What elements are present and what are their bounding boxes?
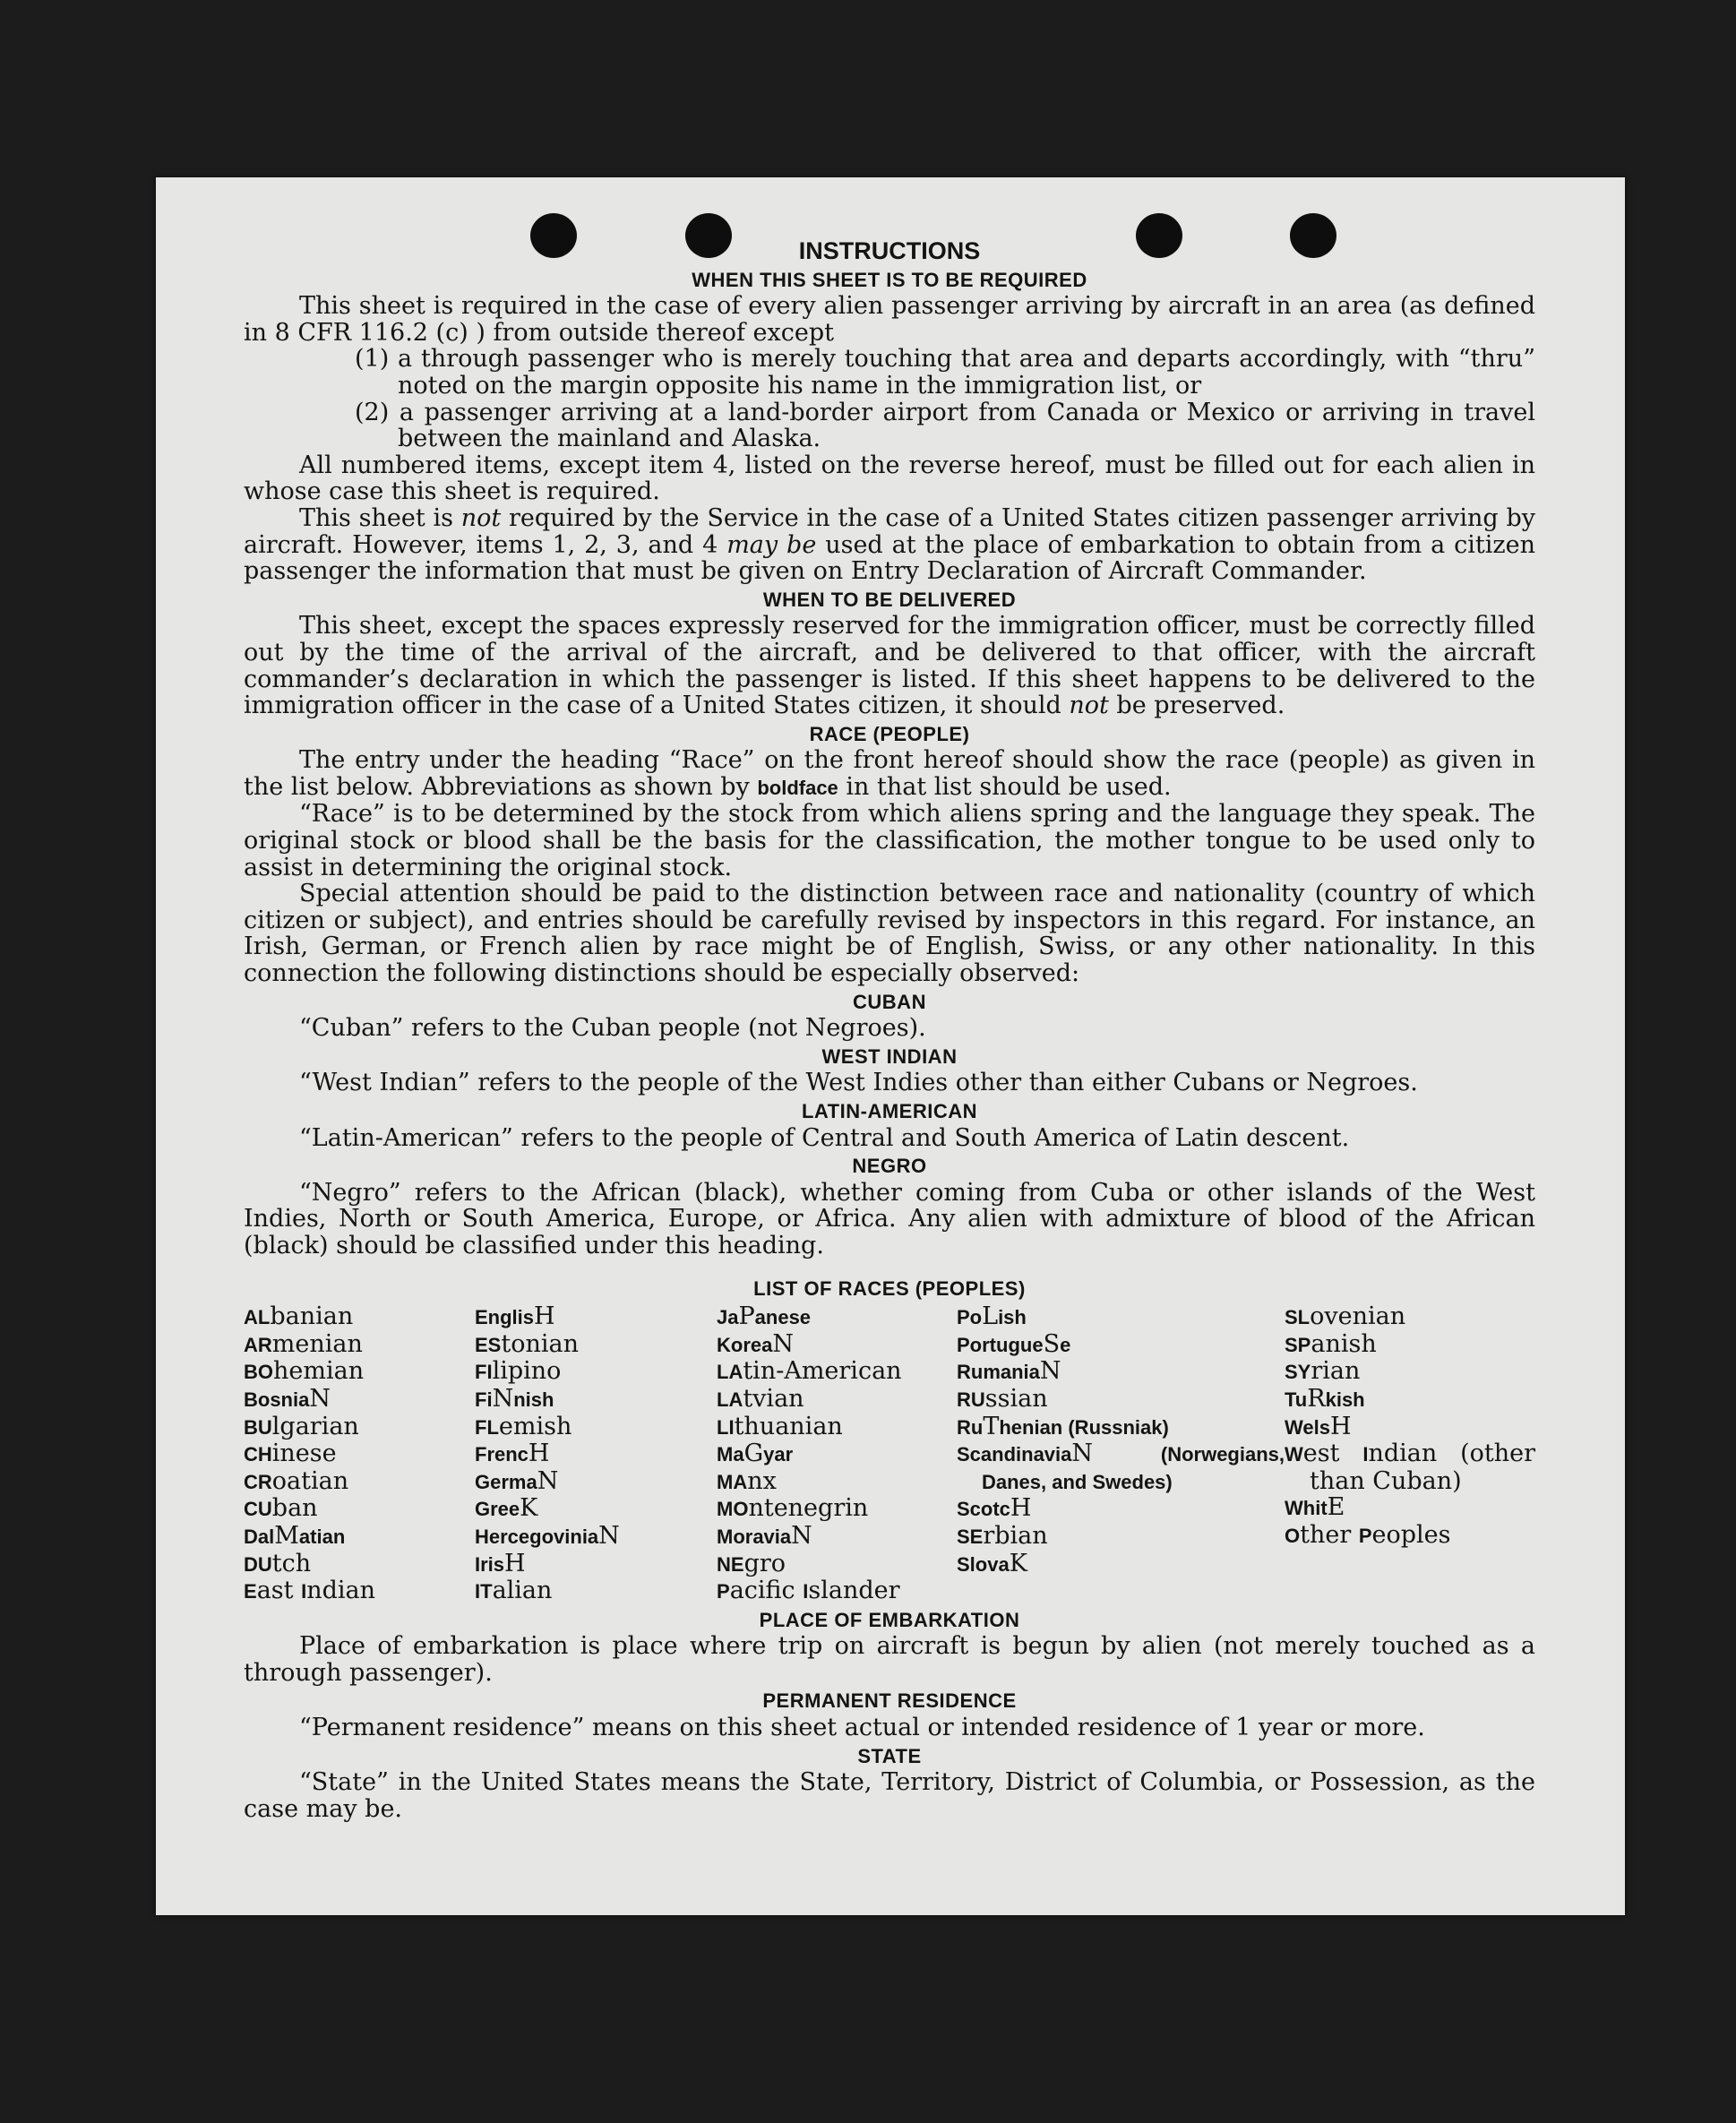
race-entry: MOntenegrin	[717, 1494, 869, 1523]
race-entry: SPanish	[1285, 1329, 1377, 1358]
heading-list-of-races: LIST OF RACES (PEOPLES)	[753, 1276, 1026, 1300]
heading-embarkation: PLACE OF EMBARKATION	[759, 1608, 1020, 1631]
required-paragraph-2: All numbered items, except item 4, listed on the reverse hereof, must be filled out for each alien in whose case this sheet is required.	[244, 451, 1535, 506]
race-entry: NEgro	[717, 1549, 786, 1577]
required-item-2: (2) a passenger arriving at a land-border airport from Canada or Mexico or arriving in travel between the mainland and Alaska.	[355, 398, 1535, 453]
heading-negro: NEGRO	[852, 1155, 927, 1178]
heading-latin-american: LATIN-AMERICAN	[801, 1100, 977, 1122]
required-paragraph-1: This sheet is required in the case of every alien passenger arriving by aircraft in an area (as defined in 8 CFR 116.2 (c) ) from outside thereof except	[244, 292, 1535, 347]
race-entry: CRoatian	[244, 1466, 349, 1495]
cuban-text: “Cuban” refers to the Cuban people (not Negroes).	[299, 1014, 926, 1043]
race-entry: IrisH	[475, 1549, 526, 1577]
document-sheet	[156, 177, 1625, 1915]
race-paragraph-1: The entry under the heading “Race” on the front hereof should show the race (people) as given in the list below. Abbreviations as shown by boldface in that list should be used.	[244, 746, 1535, 801]
race-entry: West Indian (other than Cuban)	[1285, 1440, 1535, 1495]
races-column-1	[244, 1303, 475, 1605]
race-entry: CHinese	[244, 1440, 337, 1468]
race-entry: BosniaN	[244, 1384, 331, 1413]
required-paragraph-3: This sheet is not required by the Service in the case of a United States citizen passenger arriving by aircraft. However, items 1, 2, 3, and 4 may be used at the place of embarkation to obtain from a citizen passenger the information that must be given on Entry Declaration of Aircraft Commander.	[244, 503, 1535, 586]
race-entry: RuThenian (Russniak)	[957, 1412, 1169, 1440]
race-entry: LAtvian	[717, 1384, 804, 1413]
race-entry: BOhemian	[244, 1357, 365, 1386]
races-column-3	[717, 1303, 957, 1605]
required-item-1: (1) a through passenger who is merely touching that area and departs accordingly, with “thru” noted on the margin opposite his name in the immigration list, or	[355, 345, 1535, 400]
race-entry: SLovenian	[1285, 1302, 1406, 1331]
heading-state: STATE	[857, 1744, 922, 1767]
race-entry: Pacific Islander	[717, 1577, 900, 1605]
race-entry: EStonian	[475, 1329, 579, 1358]
residence-text: “Permanent residence” means on this sheet actual or intended residence of 1 year or more.	[299, 1714, 1425, 1742]
race-entry: KoreaN	[717, 1329, 794, 1358]
race-entry: ARmenian	[244, 1329, 363, 1358]
races-column-4	[957, 1303, 1285, 1605]
race-entry: SlovaK	[957, 1549, 1027, 1577]
negro-text: “Negro” refers to the African (black), whether coming from Cuba or other islands of the West Indies, North or South America, Europe, or Africa. Any alien with admixture of blood of the African (black) should be classified under this heading.	[244, 1178, 1535, 1259]
heading-delivered: WHEN TO BE DELIVERED	[762, 588, 1017, 611]
race-entry: CUban	[244, 1494, 318, 1523]
race-entry: ALbanian	[244, 1302, 354, 1331]
race-entry: RumaniaN	[957, 1357, 1061, 1386]
race-paragraph-3: Special attention should be paid to the distinction between race and nationality (country of which citizen or subject), and entries should be carefully revised by inspectors in this regard. For instance, an Irish, German, or French alien by race might be of English, Swiss, or any other nationality. In this connection the following distinctions should be especially observed:	[244, 880, 1535, 988]
race-entry: FIlipino	[475, 1357, 562, 1386]
race-entry: WelsH	[1285, 1412, 1352, 1440]
race-entry: ScandinaviaN (Norwegians, Danes, and Swedes)	[957, 1440, 1285, 1493]
heading-residence: PERMANENT RESIDENCE	[762, 1689, 1017, 1713]
race-entry: PortugueSe	[957, 1329, 1071, 1358]
race-entry: DalMatian	[244, 1521, 346, 1550]
heading-race: RACE (PEOPLE)	[809, 722, 970, 745]
race-entry: MaGyar	[717, 1440, 794, 1468]
race-entry: MoraviaN	[717, 1521, 812, 1550]
race-entry: LAtin-American	[717, 1357, 902, 1386]
race-entry: East Indian	[244, 1577, 375, 1605]
race-entry: MAnx	[717, 1466, 777, 1495]
heading-required: WHEN THIS SHEET IS TO BE REQUIRED	[692, 268, 1087, 291]
race-entry: HercegoviniaN	[475, 1521, 620, 1550]
west-indian-text: “West Indian” refers to the people of the West Indies other than either Cubans or Negroes.	[299, 1069, 1418, 1097]
race-entry: GreeK	[475, 1494, 538, 1523]
delivered-paragraph: This sheet, except the spaces expressly reserved for the immigration officer, must be correctly filled out by the time of the arrival of the aircraft, and be delivered to that officer, with the aircraft commander’s declaration in which the passenger is listed. If this sheet happens to be delivered to the immigration officer in the case of a United States citizen, it should not be preserved.	[244, 612, 1535, 720]
document-body	[244, 238, 1535, 1822]
race-entry: ITalian	[475, 1577, 553, 1605]
heading-cuban: CUBAN	[853, 990, 926, 1013]
race-entry: PoLish	[957, 1302, 1027, 1331]
race-entry: TuRkish	[1285, 1384, 1365, 1413]
race-entry: FiNnish	[475, 1384, 554, 1413]
race-entry: JaPanese	[717, 1302, 812, 1331]
race-entry: EnglisH	[475, 1302, 555, 1331]
race-entry: BUlgarian	[244, 1412, 359, 1440]
state-text: “State” in the United States means the State, Territory, District of Columbia, or Possession, as the case may be.	[244, 1768, 1535, 1823]
race-entry: RUssian	[957, 1384, 1048, 1413]
race-entry: FrencH	[475, 1440, 550, 1468]
race-entry: SErbian	[957, 1521, 1048, 1550]
race-entry: Other Peoples	[1285, 1520, 1451, 1549]
race-entry: ScotcH	[957, 1494, 1032, 1523]
race-entry: LIthuanian	[717, 1412, 843, 1440]
race-entry: WhitE	[1285, 1493, 1345, 1522]
embarkation-text: Place of embarkation is place where trip on aircraft is begun by alien (not merely touched as a through passenger).	[244, 1632, 1535, 1687]
races-column-2	[475, 1303, 717, 1605]
race-entry: SYrian	[1285, 1357, 1361, 1386]
races-list	[244, 1303, 1535, 1605]
races-column-5	[1285, 1303, 1535, 1605]
race-entry: DUtch	[244, 1549, 312, 1577]
page-title: INSTRUCTIONS	[798, 237, 981, 264]
race-paragraph-2: “Race” is to be determined by the stock from which aliens spring and the language they speak. The original stock or blood shall be the basis for the classification, the mother tongue to be used only to assist in determining the original stock.	[244, 800, 1535, 881]
race-entry: GermaN	[475, 1466, 559, 1495]
latin-american-text: “Latin-American” refers to the people of Central and South America of Latin descent.	[299, 1123, 1350, 1152]
heading-west-indian: WEST INDIAN	[821, 1044, 958, 1068]
race-entry: FLemish	[475, 1412, 572, 1440]
